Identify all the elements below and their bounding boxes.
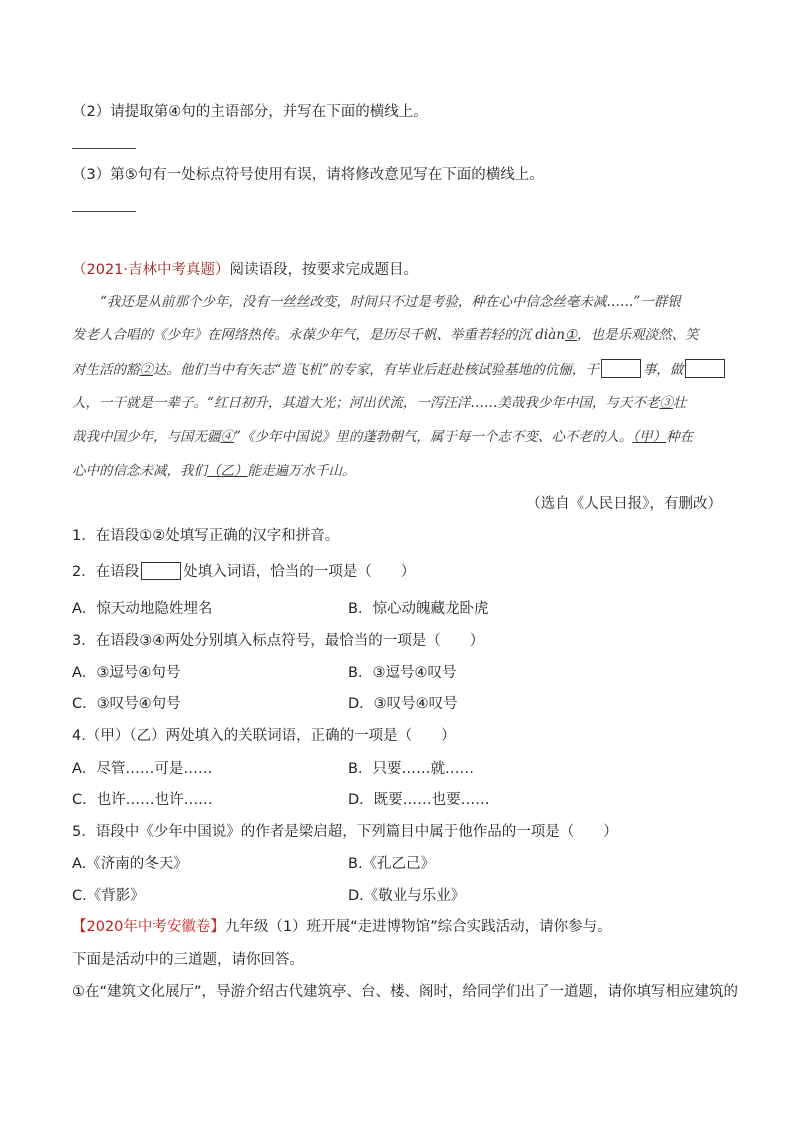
question-text: 2．在语段	[72, 564, 140, 580]
option-b[interactable]: B．③逗号④叹号	[348, 665, 457, 681]
option-b[interactable]: B.《孔乙己》	[348, 856, 436, 872]
section2-intro: 九年级（1）班开展“走进博物馆”综合实践活动，请你参与。	[224, 919, 612, 935]
passage-text: 能走遍万水千山。	[247, 463, 356, 479]
option-a[interactable]: A．③逗号④句号	[72, 665, 181, 681]
source-tag: 【2020年中考安徽卷】	[72, 919, 225, 935]
section1-header	[72, 260, 418, 280]
blank-yi: （乙）	[207, 463, 248, 479]
passage-line	[72, 359, 727, 380]
passage-text: 壮	[672, 395, 687, 411]
passage-text: ”《少年中国说》里的蓬勃朝气，属于每一个志不变、心不老的人。	[234, 429, 633, 445]
passage-line	[72, 461, 356, 481]
passage-line: “我还是从前那个少年，没有一丝丝改变，时间只不过是考验，种在心中信念丝毫未减……”一群银	[100, 294, 681, 310]
answer-blank-line	[72, 148, 136, 149]
passage-text: 种在	[666, 429, 694, 445]
fill-box[interactable]	[601, 359, 641, 378]
passage-line	[72, 393, 686, 413]
question-1: 1．在语段①②处填写正确的汉字和拼音。	[72, 528, 340, 544]
option-a[interactable]: A．惊天动地隐姓埋名	[72, 601, 213, 617]
question-4: 4.（甲）（乙）两处填入的关联词语，正确的一项是（ ）	[72, 728, 456, 744]
passage-text: 发老人合唱的《少年》在网络热传。永葆少年气，是历尽千帆、举重若轻的沉 diàn	[72, 327, 565, 343]
passage-text: 哉我中国少年，与国无疆	[72, 429, 221, 445]
passage-text: 达。他们当中有矢志“造飞机”的专家，有毕业后赶赴核试验基地的伉俪，干	[153, 362, 599, 378]
passage-text: 人，一干就是一辈子。“红日初升，其道大光；河出伏流，一泻汪洋……美哉我少年中国，与天不老	[72, 395, 660, 411]
question-2: （2）请提取第④句的主语部分，并写在下面的横线上。	[72, 104, 428, 120]
marker-1: ①	[565, 327, 578, 343]
option-c[interactable]: C．也许……也许……	[72, 792, 213, 808]
marker-4: ④	[220, 429, 234, 445]
passage-attribution: （选自《人民日报》，有删改）	[526, 496, 722, 512]
option-a[interactable]: A.《济南的冬天》	[72, 856, 188, 872]
section1-instruction: 阅读语段，按要求完成题目。	[229, 262, 419, 278]
option-b[interactable]: B．惊心动魄藏龙卧虎	[348, 601, 489, 617]
passage-text: 事，做	[642, 362, 684, 378]
option-d[interactable]: D．③叹号④叹号	[348, 696, 458, 712]
passage-text: 心中的信念未减，我们	[72, 463, 207, 479]
option-c[interactable]: C．③叹号④句号	[72, 696, 181, 712]
passage-text: 对生活的豁	[72, 362, 140, 378]
question-text: 处填入词语，恰当的一项是（ ）	[183, 564, 416, 580]
source-tag: （2021·吉林中考真题）	[72, 262, 230, 278]
section2-header	[72, 917, 612, 937]
question-3-punct: 3．在语段③④两处分别填入标点符号，最恰当的一项是（ ）	[72, 633, 485, 649]
blank-jia: （甲）	[632, 429, 667, 445]
passage-line	[72, 427, 693, 447]
fill-box[interactable]	[685, 359, 725, 378]
option-b[interactable]: B．只要……就……	[348, 761, 474, 777]
section2-line: 下面是活动中的三道题，请你回答。	[72, 952, 304, 968]
option-d[interactable]: D.《敬业与乐业》	[348, 888, 466, 904]
option-c[interactable]: C.《背影》	[72, 888, 145, 904]
section2-line: ①在“建筑文化展厅”，导游介绍古代建筑亭、台、楼、阁时，给同学们出了一道题，请你填写相应建筑的	[72, 984, 739, 1000]
option-a[interactable]: A．尽管……可是……	[72, 761, 213, 777]
question-2-fill	[72, 562, 415, 582]
question-5: 5．语段中《少年中国说》的作者是梁启超，下列篇目中属于他作品的一项是（ ）	[72, 824, 618, 840]
marker-2: ②	[139, 362, 153, 378]
answer-blank-line	[72, 211, 136, 212]
passage-text: ，也是乐观淡然、笑	[577, 327, 699, 343]
option-d[interactable]: D．既要……也要……	[348, 792, 490, 808]
question-3: （3）第⑤句有一处标点符号使用有误，请将修改意见写在下面的横线上。	[72, 167, 544, 183]
marker-3: ③	[659, 395, 673, 411]
passage-line	[72, 325, 699, 345]
fill-box	[141, 562, 181, 580]
